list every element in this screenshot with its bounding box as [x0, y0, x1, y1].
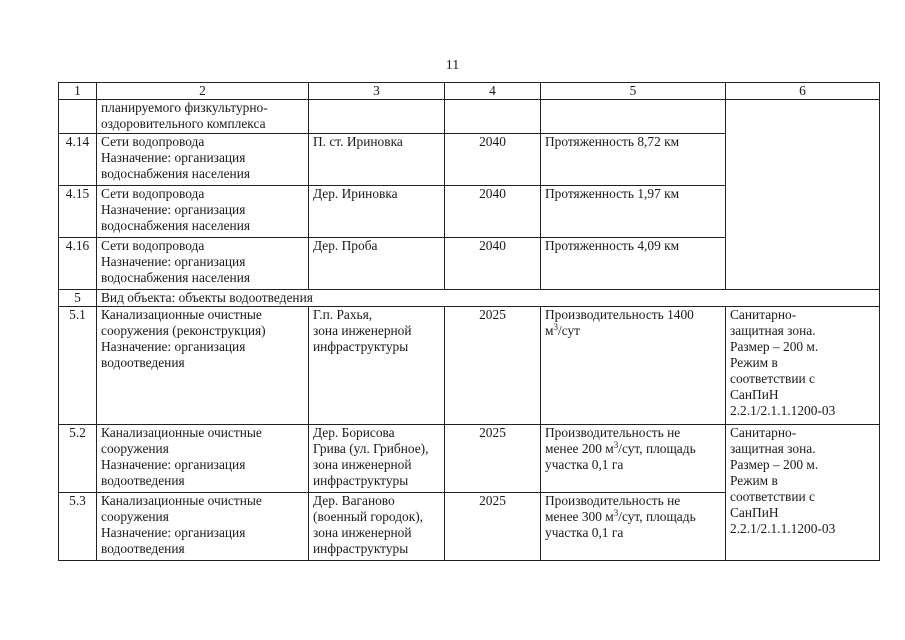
object-spec: Протяженность 1,97 км — [541, 186, 726, 238]
row-number: 5.1 — [59, 307, 97, 425]
section-title: Вид объекта: объекты водоотведения — [97, 290, 880, 307]
header-col-4: 4 — [445, 83, 541, 100]
object-name: Сети водопровода Назначение: организация водоснабжения населения — [97, 238, 309, 290]
object-year — [445, 100, 541, 134]
header-col-5: 5 — [541, 83, 726, 100]
header-row — [59, 83, 880, 100]
object-location: Г.п. Рахья, зона инженерной инфраструктуры — [309, 307, 445, 425]
object-spec: Производительность 1400 $м^3$/сут — [541, 307, 726, 425]
object-spec: Производительность не менее 200 $м^3$/сут, площадь участка 0,1 га — [541, 425, 726, 493]
object-spec: Протяженность 4,09 км — [541, 238, 726, 290]
table-row — [59, 425, 880, 493]
object-year: 2025 — [445, 493, 541, 561]
section-number: 5 — [59, 290, 97, 307]
object-name: Канализационные очистные сооружения (реконструкция) Назначение: организация водоотведения — [97, 307, 309, 425]
object-name: Канализационные очистные сооружения Назначение: организация водоотведения — [97, 425, 309, 493]
row-number: 4.14 — [59, 134, 97, 186]
object-year: 2040 — [445, 134, 541, 186]
header-col-6: 6 — [726, 83, 880, 100]
objects-table — [58, 82, 880, 561]
object-year: 2040 — [445, 186, 541, 238]
object-location: Дер. Борисова Грива (ул. Грибное), зона инженерной инфраструктуры — [309, 425, 445, 493]
object-name: Канализационные очистные сооружения Назначение: организация водоотведения — [97, 493, 309, 561]
row-number: 4.16 — [59, 238, 97, 290]
object-name: планируемого физкультурно- оздоровительного комплекса — [97, 100, 309, 134]
empty-zone-cell — [726, 100, 880, 290]
header-col-1: 1 — [59, 83, 97, 100]
object-year: 2040 — [445, 238, 541, 290]
object-name: Сети водопровода Назначение: организация водоснабжения населения — [97, 186, 309, 238]
row-number: 4.15 — [59, 186, 97, 238]
object-year: 2025 — [445, 425, 541, 493]
object-location: Дер. Проба — [309, 238, 445, 290]
object-location: Дер. Ириновка — [309, 186, 445, 238]
object-spec: Производительность не менее 300 $м^3$/сут, площадь участка 0,1 га — [541, 493, 726, 561]
row-number — [59, 100, 97, 134]
header-col-2: 2 — [97, 83, 309, 100]
object-location — [309, 100, 445, 134]
section-row — [59, 290, 880, 307]
object-spec — [541, 100, 726, 134]
sanitary-zone: Санитарно- защитная зона. Размер – 200 м. Режим в соответствии с СанПиН 2.2.1/2.1.1.1200-03 — [726, 425, 880, 561]
table-row — [59, 100, 880, 134]
object-name: Сети водопровода Назначение: организация водоснабжения населения — [97, 134, 309, 186]
header-col-3: 3 — [309, 83, 445, 100]
sanitary-zone: Санитарно- защитная зона. Размер – 200 м. Режим в соответствии с СанПиН 2.2.1/2.1.1.1200-03 — [726, 307, 880, 425]
object-spec: Протяженность 8,72 км — [541, 134, 726, 186]
table-row — [59, 307, 880, 425]
object-year: 2025 — [445, 307, 541, 425]
object-location: П. ст. Ириновка — [309, 134, 445, 186]
row-number: 5.3 — [59, 493, 97, 561]
row-number: 5.2 — [59, 425, 97, 493]
object-location: Дер. Ваганово (военный городок), зона инженерной инфраструктуры — [309, 493, 445, 561]
page-number: 11 — [445, 58, 460, 73]
